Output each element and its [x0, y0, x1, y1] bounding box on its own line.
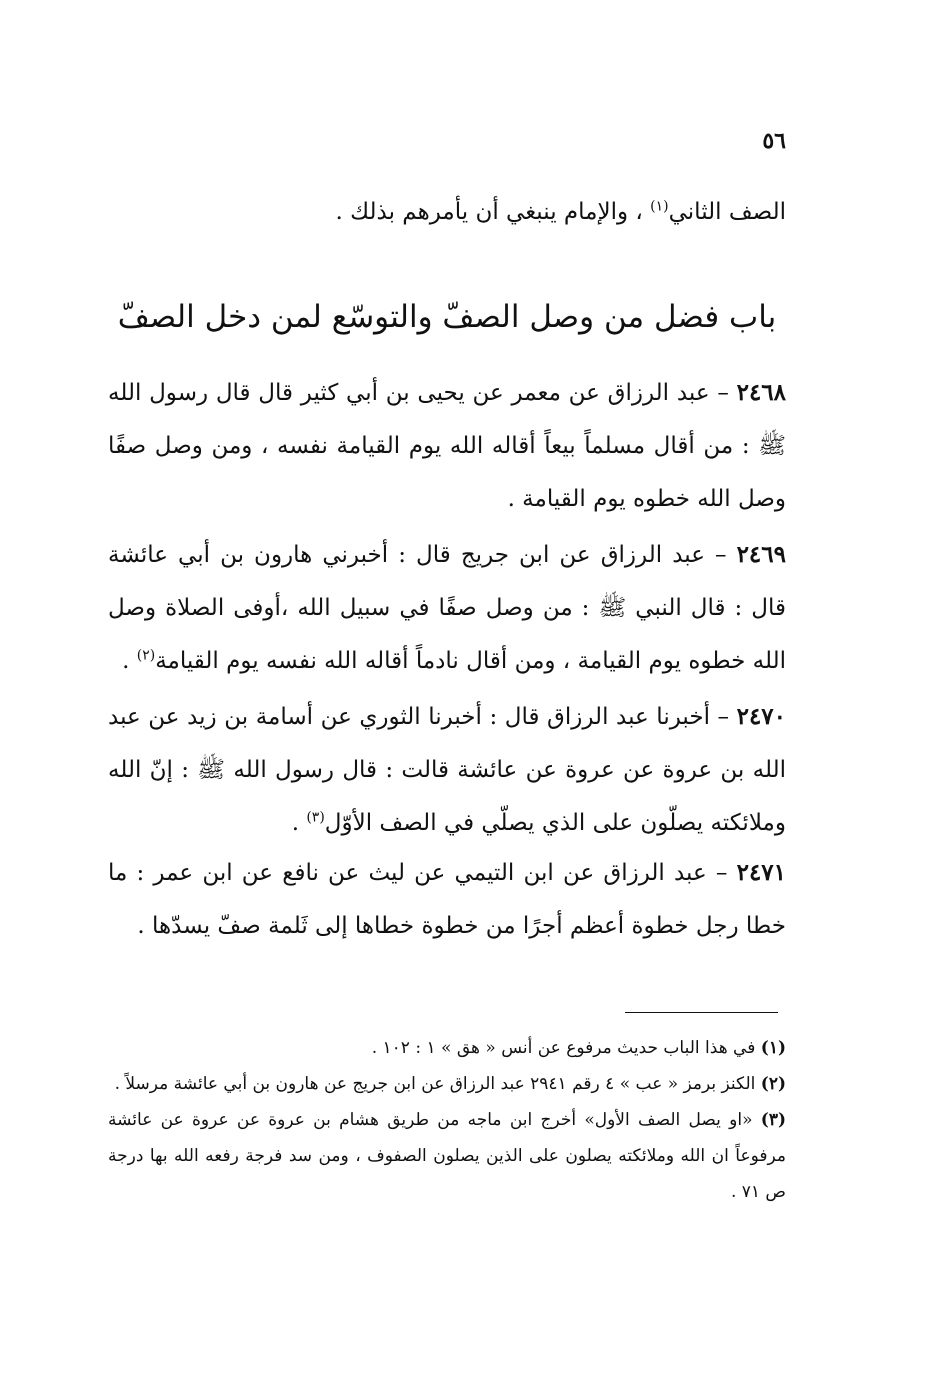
hadith-tail: .: [122, 648, 130, 674]
footnote-1: [108, 1030, 786, 1066]
lead-rest: ، والإمام ينبغي أن يأمرهم بذلك .: [335, 199, 643, 225]
page-number: ٥٦: [762, 128, 786, 154]
hadith-2470: [108, 690, 786, 850]
lead-paragraph: [108, 186, 786, 239]
hadith-text: – عبد الرزاق عن معمر عن يحيى بن أبي كثير قال قال رسول الله ﷺ : من أقال مسلماً بيعاً أقاله الله يوم القيامة نفسه ، ومن وصل صفًا وصل الله خطوه يوم القيامة .: [108, 380, 786, 512]
hadith-number: ٢٤٧١: [736, 859, 787, 886]
hadith-text: – عبد الرزاق عن ابن جريج قال : أخبرني هارون بن أبي عائشة قال : قال النبي ﷺ : من وصل صفًا في سبيل الله ،أوفى الصلاة وصل الله خطوه يوم القيامة ، ومن أقال نادماً أقاله الله نفسه يوم القيامة: [108, 542, 786, 674]
footnote-ref-2: (٢): [136, 647, 156, 664]
footnote-number: (١): [760, 1038, 786, 1058]
footnote-ref-3: (٣): [306, 809, 325, 826]
footnote-ref-1: (١): [650, 198, 669, 215]
hadith-number: ٢٤٧٠: [736, 703, 787, 730]
chapter-heading: باب فضل من وصل الصفّ والتوسّع لمن دخل الصفّ: [117, 299, 777, 335]
footnote-separator: [625, 1012, 778, 1013]
hadith-number: ٢٤٦٩: [736, 541, 786, 568]
footnote-2: [108, 1066, 786, 1102]
lead-text: الصف الثاني: [668, 199, 786, 225]
hadith-text: – عبد الرزاق عن ابن التيمي عن ليث عن نافع عن ابن عمر : ما خطا رجل خطوة أعظم أجرًا من خطوة خطاها إلى ثَلمة صفّ يسدّها .: [108, 860, 786, 939]
footnote-number: (٢): [760, 1074, 786, 1094]
footnote-number: (٣): [760, 1110, 786, 1130]
footnote-text: الكنز برمز « عب » ٤ رقم ٢٩٤١ عبد الرزاق عن ابن جريج عن هارون بن أبي عائشة مرسلاً .: [114, 1074, 756, 1094]
hadith-2469: [108, 528, 786, 688]
hadith-tail: .: [291, 810, 300, 836]
hadith-2471: [108, 846, 786, 953]
footnote-text: «او يصل الصف الأول» أخرج ابن ماجه من طريق هشام بن عروة عن عروة عن عائشة مرفوعاً ان الله وملائكته يصلون على الذين يصلون الصفوف ، ومن سد فرجة رفعه الله بها درجة ص ٧١ .: [108, 1110, 786, 1202]
hadith-2468: [108, 366, 786, 526]
footnote-text: في هذا الباب حديث مرفوع عن أنس « هق » ١ : ١٠٢ .: [371, 1038, 756, 1058]
hadith-text: – أخبرنا عبد الرزاق قال : أخبرنا الثوري عن أسامة بن زيد عن عبد الله بن عروة عن عروة عن عائشة قالت : قال رسول الله ﷺ : إنّ الله وملائكته يصلّون على الذي يصلّي في الصف الأوّل: [108, 704, 786, 836]
footnotes: [108, 1030, 786, 1210]
footnote-3: [108, 1102, 786, 1210]
hadith-number: ٢٤٦٨: [736, 379, 787, 406]
